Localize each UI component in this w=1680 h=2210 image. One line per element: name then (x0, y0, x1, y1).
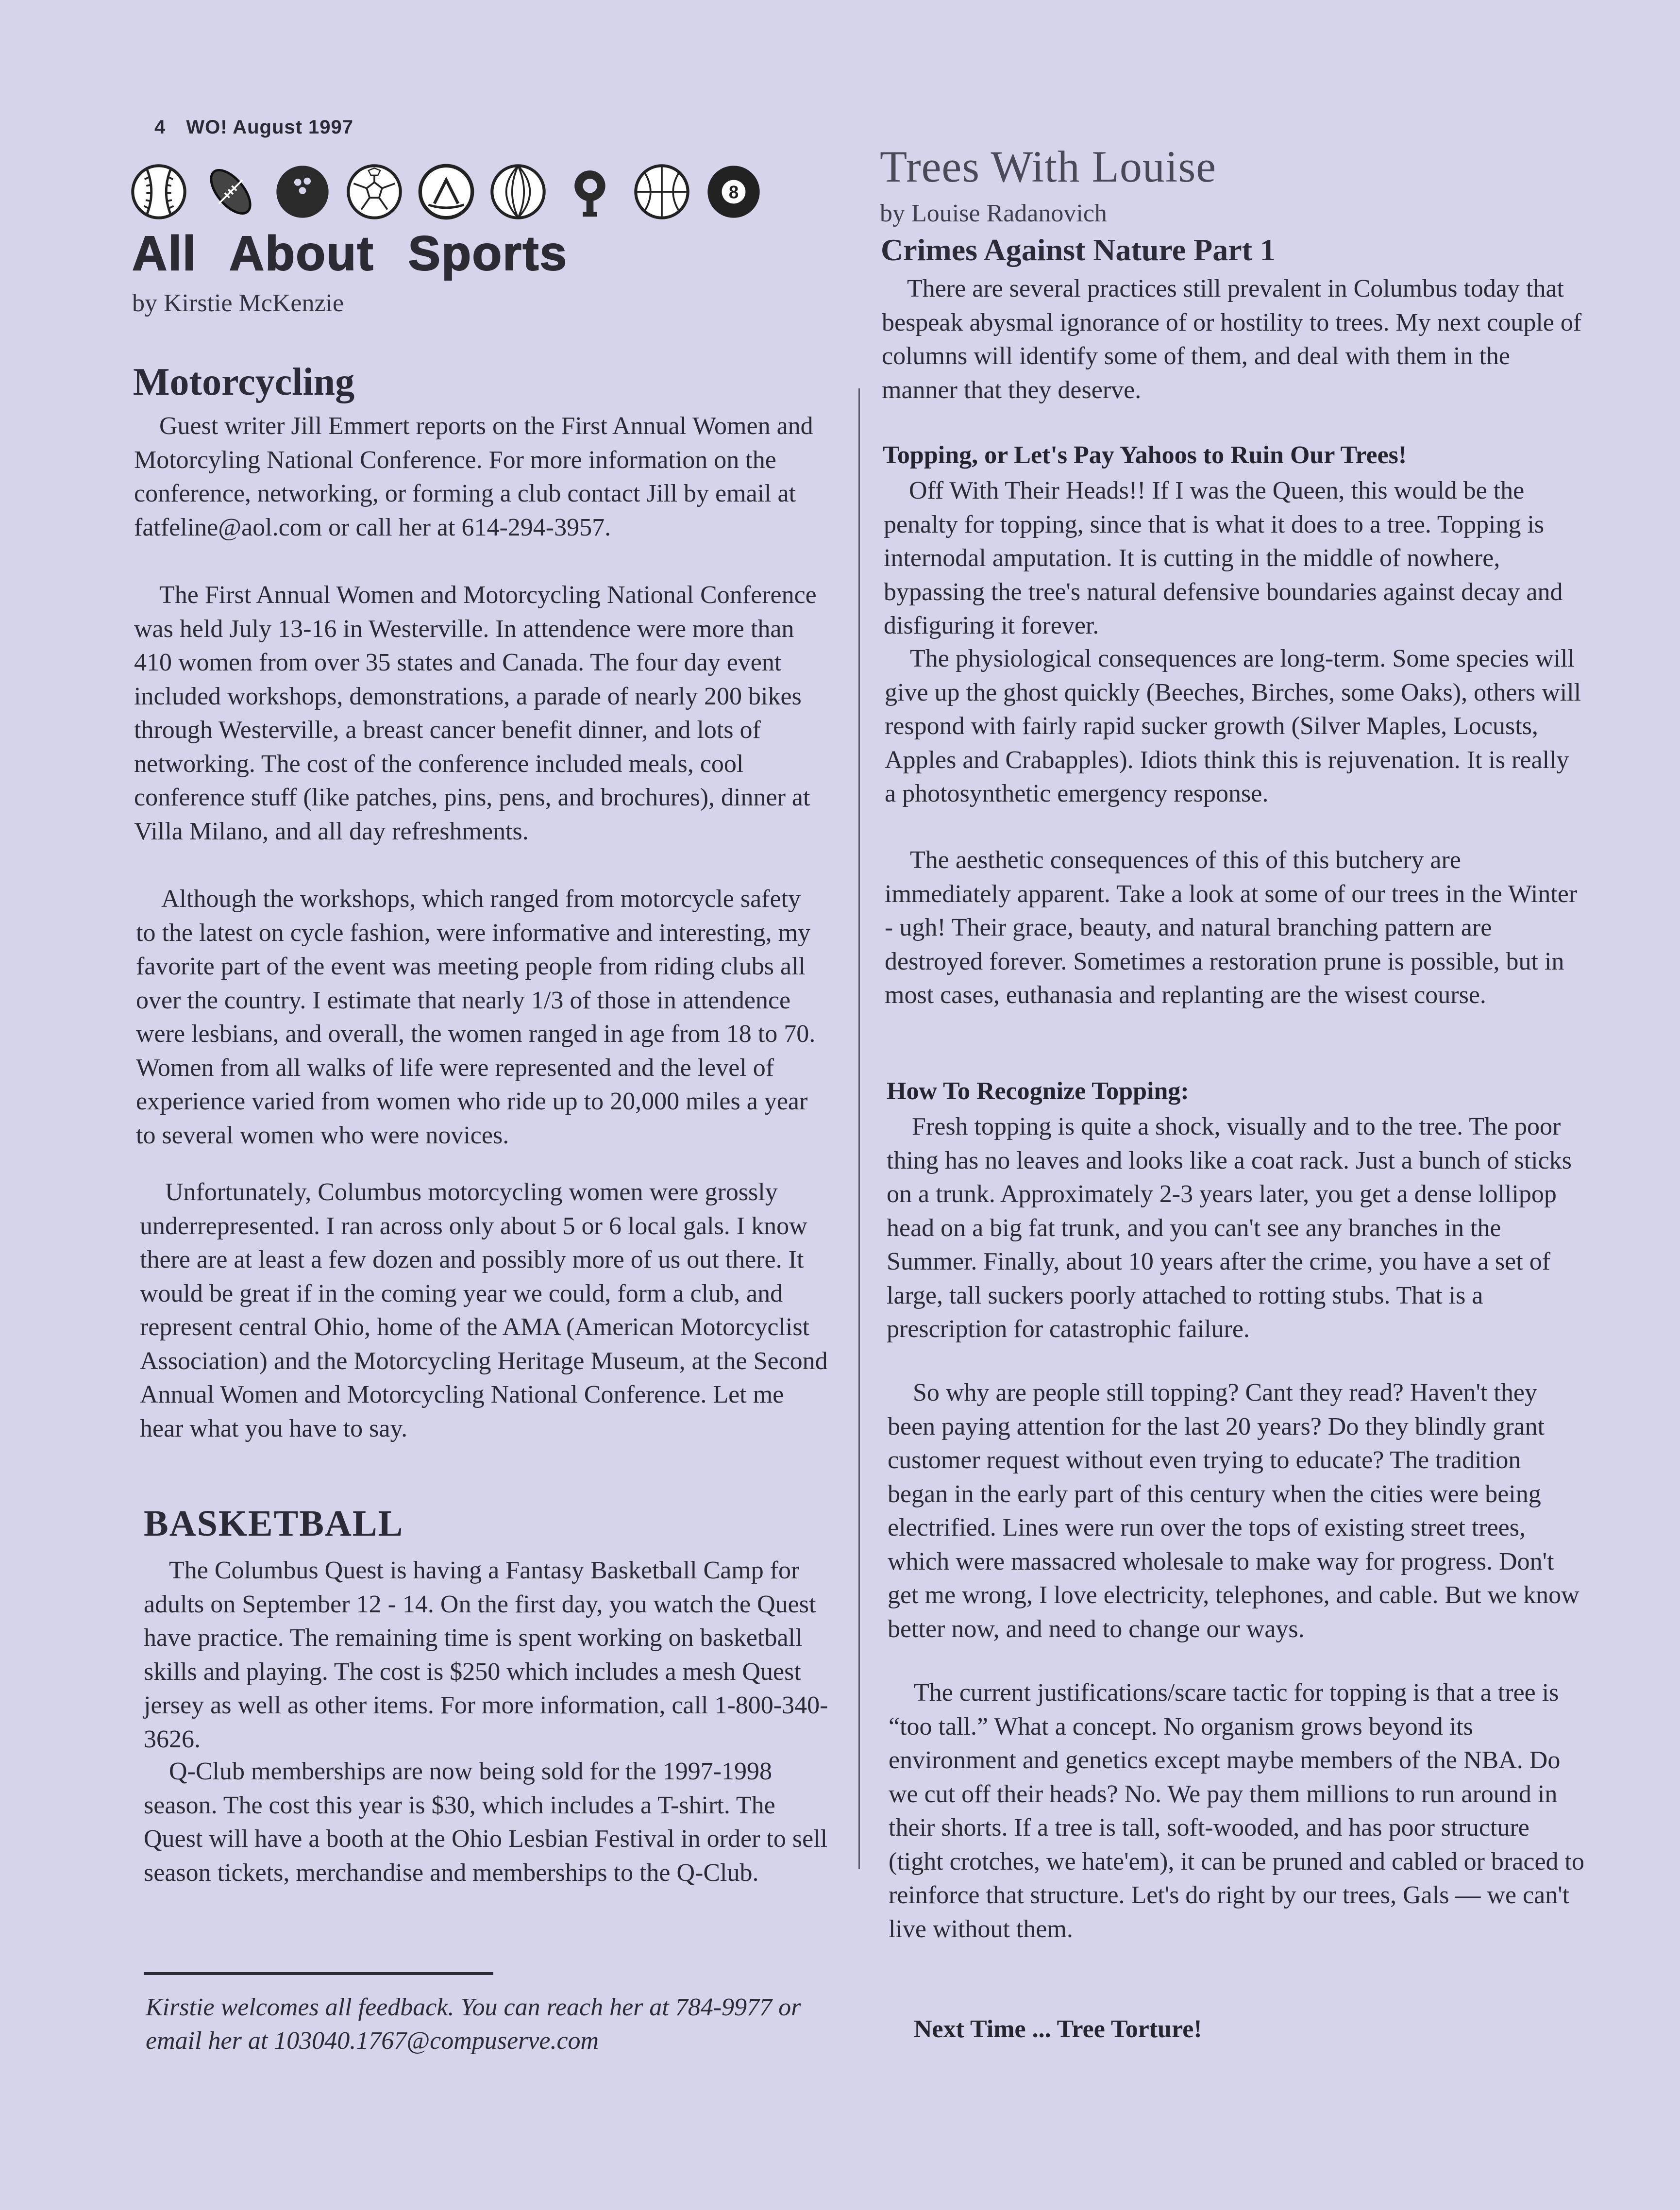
baseball-icon (129, 162, 188, 221)
trees-intro-paragraph: There are several practices still prevalent in Columbus today that bespeak abysmal ignorance of or hostility to trees. My next couple of columns will identify some of them, and deal with them in the manner that they deserve. (882, 275, 1582, 404)
topping-subheading: Topping, or Let's Pay Yahoos to Ruin Our Trees! (883, 441, 1407, 469)
sports-column-title: All About Sports (132, 226, 568, 281)
motorcycling-paragraph: Although the workshops, which ranged from motorcycle safety to the latest on cycle fashion, were informative and interesting, my favorite part of the event was meeting people from riding clubs all over the country. I estimate that nearly 1/3 of those in attendence were lesbians, and overall, the women ranged in age from 18 to 70. Women from all walks of life were represented and the level of experience varied from women who ride up to 20,000 miles a year to several women who were novices. (136, 885, 816, 1149)
page-number: 4 (154, 117, 166, 138)
topping-paragraph: The aesthetic consequences of this of this butchery are immediately apparent. Take a look at some of our trees in the Winter - ugh! Their grace, beauty, and natural branching pattern are destroyed forever. Sometimes a restoration prune is possible, but in most cases, euthanasia and replanting are the wisest course. (885, 846, 1578, 1009)
basketball-paragraph: The Columbus Quest is having a Fantasy Basketball Camp for adults on September 12 - 14. On the first day, you watch the Quest have practice. The remaining time is spent working on basketball skills and playing. The cost is $250 which includes a mesh Quest jersey as well as other items. For more information, call 1-800-340-3626. (144, 1557, 828, 1753)
svg-text:8: 8 (728, 182, 739, 202)
publication-issue: WO! August 1997 (186, 117, 354, 138)
sports-footnote: Kirstie welcomes all feedback. You can reach her at 784-9977 or email her at 103040.1767@compuserve.com (146, 1993, 801, 2055)
golf-icon (560, 162, 620, 221)
volleyball-icon (488, 162, 548, 221)
motorcycling-heading: Motorcycling (133, 361, 355, 403)
basketball-paragraph: Q-Club memberships are now being sold for the 1997-1998 season. The cost this year is $30, which includes a T-shirt. The Quest will have a booth at the Ohio Lesbian Festival in order to sell season tickets, merchandise and memberships to the Q-Club. (144, 1758, 828, 1887)
page-header (154, 117, 368, 138)
recognize-paragraph: The current justifications/scare tactic for topping is that a tree is “too tall.” What a concept. No organism grows beyond its environment and genetics except maybe members of the NBA. Do we cut off their heads? No. We pay them millions to run around in their shorts. If a tree is tall, soft-wooded, and has poor structure (tight crotches, we hate'em), it can be pruned and cabled or braced to reinforce that structure. Let's do right by our trees, Gals — we can't live without them. (889, 1679, 1584, 1943)
basketball-heading: BASKETBALL (144, 1503, 404, 1544)
trees-byline: by Louise Radanovich (880, 200, 1107, 227)
motorcycling-paragraph: Guest writer Jill Emmert reports on the First Annual Women and Motorcyling National Conference. For more information on the conference, networking, or forming a club contact Jill by email at fatfeline@aol.com or call her at 614-294-3957. (134, 412, 813, 541)
cycling-icon (417, 162, 476, 221)
column-divider (858, 388, 860, 1869)
topping-paragraph: Off With Their Heads!! If I was the Queen, this would be the penalty for topping, since that is what it does to a tree. Topping is internodal amputation. It is cutting in the middle of nowhere, bypassing the tree's natural defensive boundaries against decay and disfiguring it forever. (884, 477, 1563, 639)
eight-ball-icon (704, 162, 763, 221)
sports-icon-row (129, 160, 790, 223)
recognize-paragraph: So why are people still topping? Cant they read? Haven't they been paying attention for the last 20 years? Do they blindly grant customer request without even trying to educate? The tradition began in the early part of this century when the cities were being electrified. Lines were run over the tops of existing street trees, which were massacred wholesale to make way for progress. Don't get me wrong, I love electricity, telephones, and cable. But we know better now, and need to change our ways. (888, 1379, 1579, 1643)
next-time-teaser: Next Time ... Tree Torture! (914, 2015, 1202, 2043)
football-icon (201, 162, 260, 221)
trees-column-title: Trees With Louise (880, 142, 1217, 191)
motorcycling-paragraph: Unfortunately, Columbus motorcycling women were grossly underrepresented. I ran across only about 5 or 6 local gals. I know there are at least a few dozen and possibly more of us out there. It would be great if in the coming year we could, form a club, and represent central Ohio, home of the AMA (American Motorcyclist Association) and the Motorcycling Heritage Museum, at the Second Annual Women and Motorcycling National Conference. Let me hear what you have to say. (140, 1178, 828, 1442)
bowling-ball-icon (273, 162, 332, 221)
topping-paragraph: The physiological consequences are long-term. Some species will give up the ghost quickly (Beeches, Birches, some Oaks), others will respond with fairly rapid sucker growth (Silver Maples, Locusts, Apples and Crabapples). Idiots think this is rejuvenation. It is really a photosynthetic emergency response. (885, 645, 1581, 807)
recognize-subheading: How To Recognize Topping: (887, 1077, 1189, 1105)
soccer-ball-icon (345, 162, 404, 221)
sports-byline: by Kirstie McKenzie (132, 289, 344, 317)
recognize-paragraph: Fresh topping is quite a shock, visually and to the tree. The poor thing has no leaves and looks like a coat rack. Just a bunch of sticks on a trunk. Approximately 2-3 years later, you get a dense lollipop head on a big fat trunk, and you can't see any branches in the Summer. Finally, about 10 years after the crime, you have a set of large, tall suckers poorly attached to rotting stubs. That is a prescription for catastrophic failure. (887, 1113, 1572, 1343)
trees-heading: Crimes Against Nature Part 1 (881, 233, 1276, 267)
motorcycling-paragraph: The First Annual Women and Motorcycling National Conference was held July 13-16 in Westerville. In attendence were more than 410 women from over 35 states and Canada. The four day event included workshops, demonstrations, a parade of nearly 200 bikes through Westerville, a breast cancer benefit dinner, and lots of networking. The cost of the conference included meals, cool conference stuff (like patches, pins, pens, and brochures), dinner at Villa Milano, and all day refreshments. (134, 581, 817, 845)
footnote-divider (144, 1972, 493, 1975)
basketball-icon (632, 162, 691, 221)
